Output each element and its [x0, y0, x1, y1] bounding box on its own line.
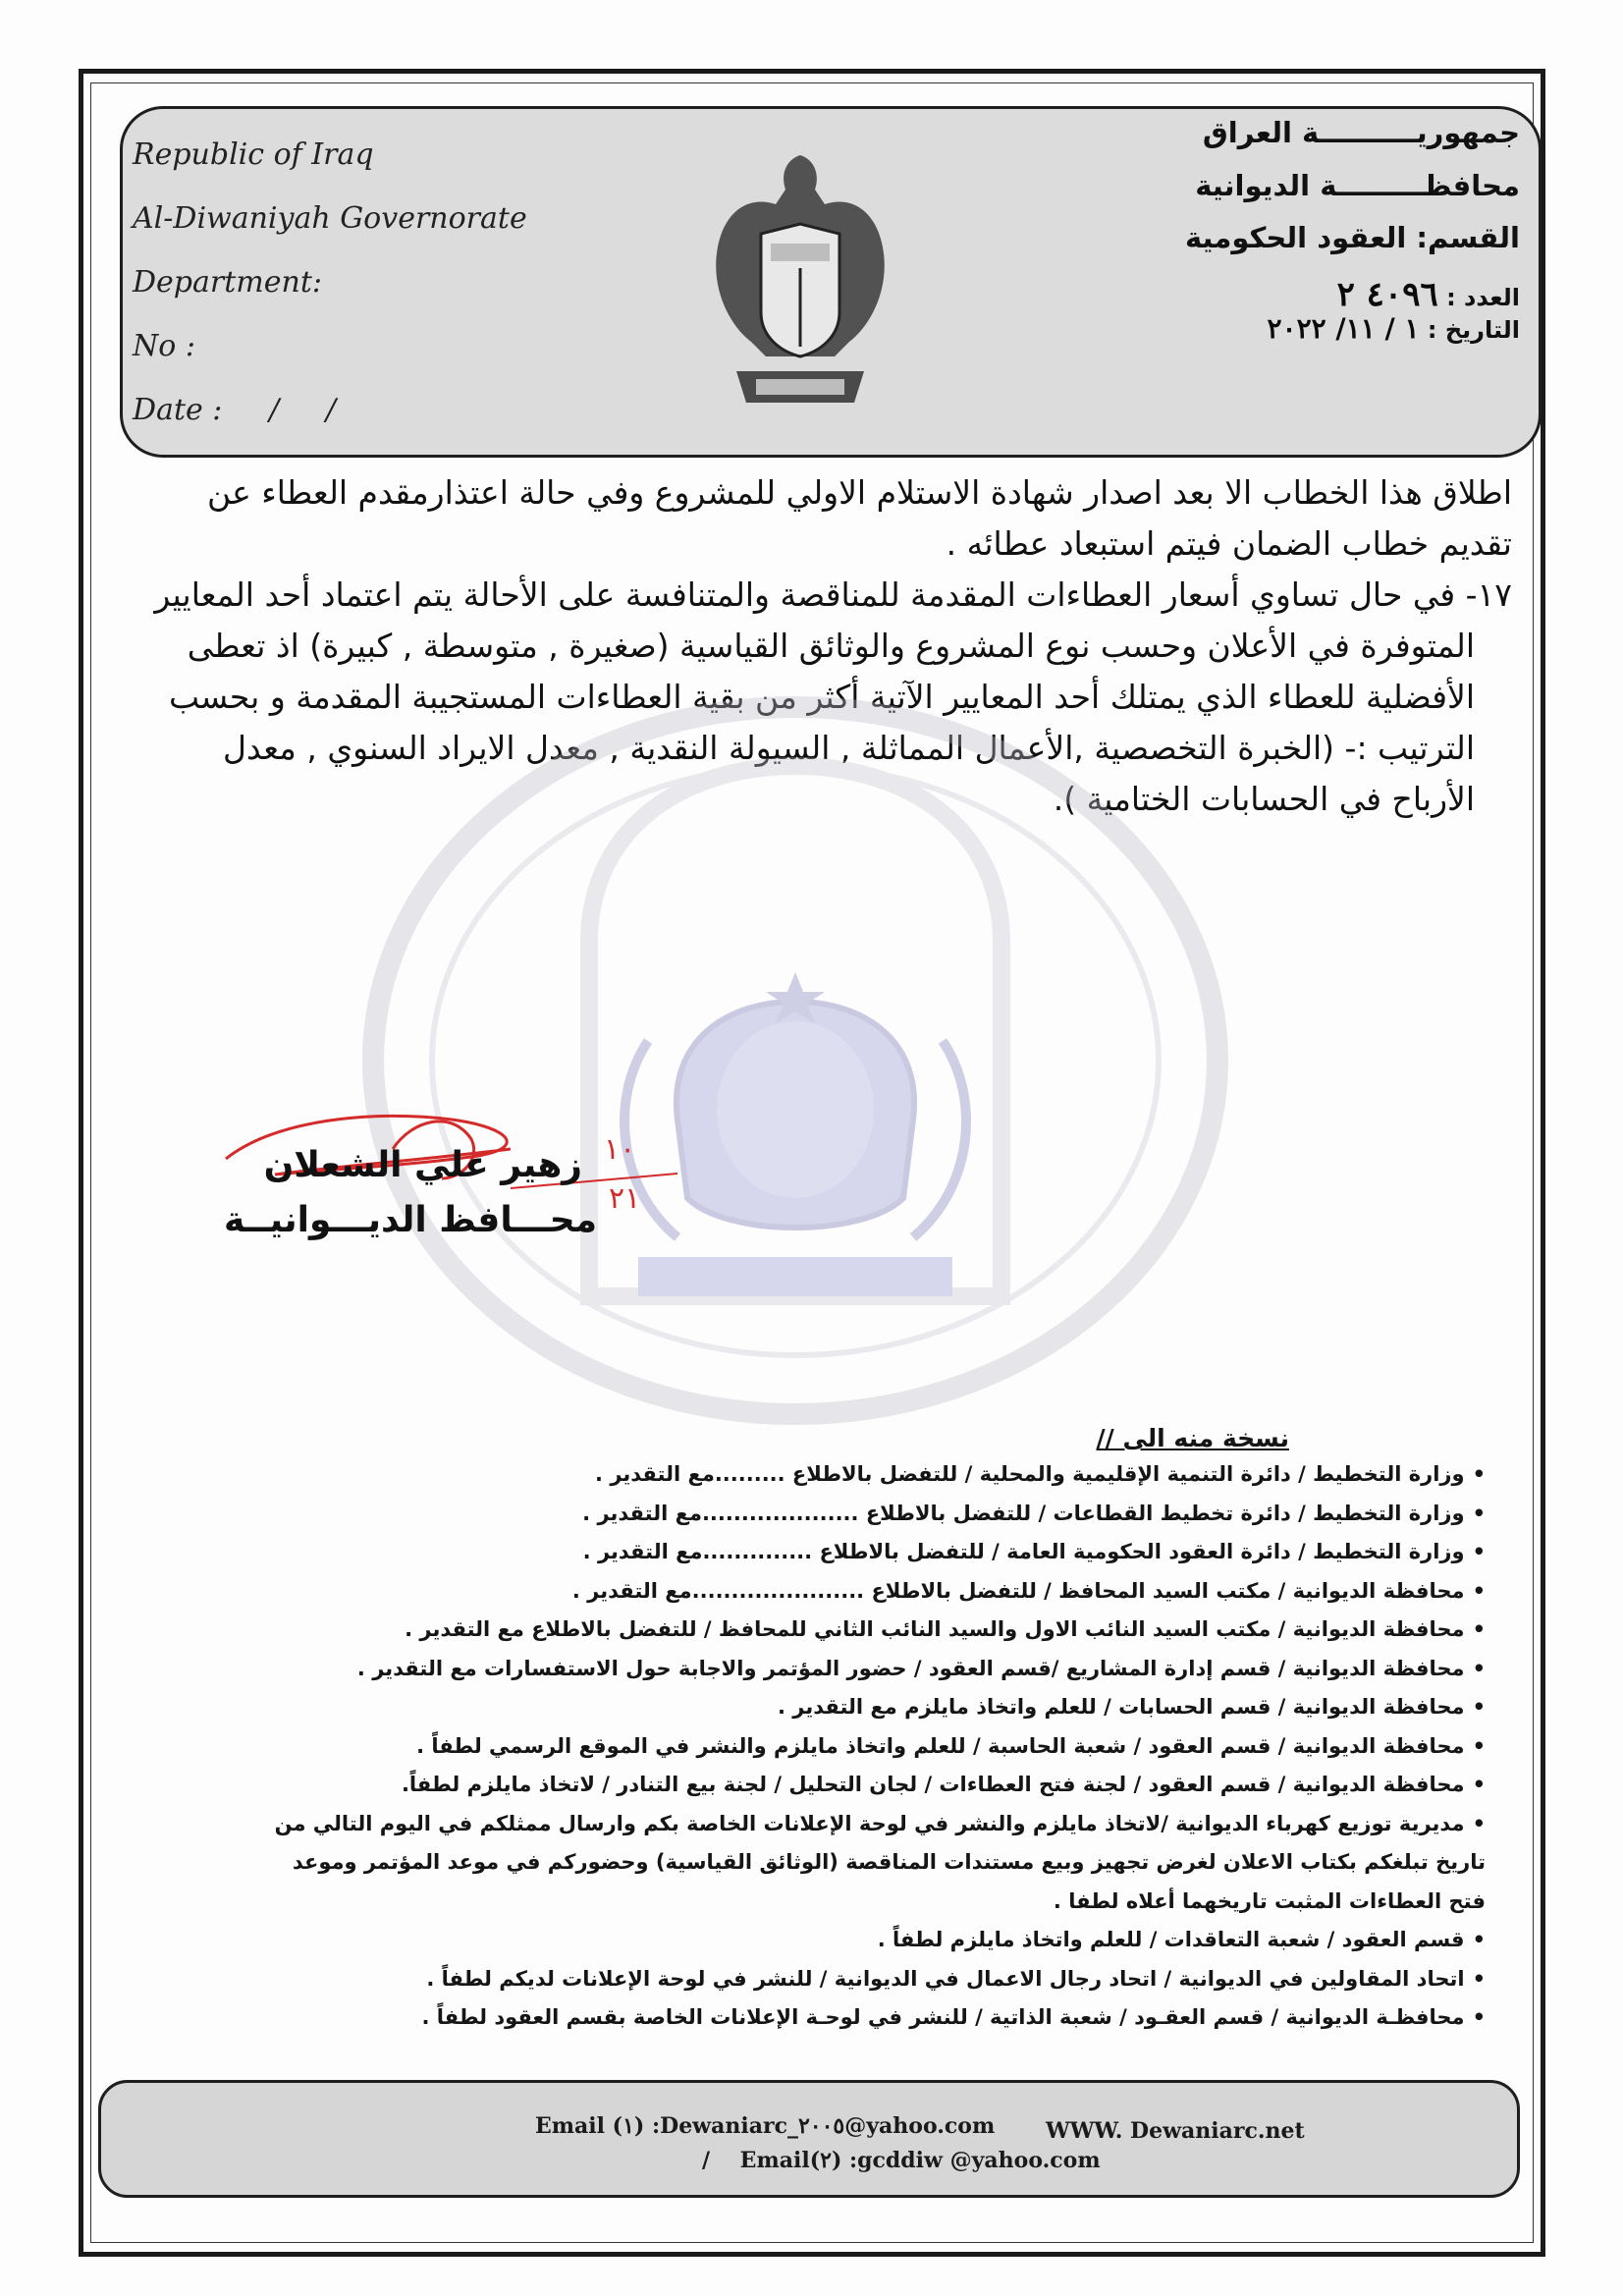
svg-text:١٠: ١٠: [604, 1132, 636, 1167]
copy-recipient: • وزارة التخطيط / دائرة العقود الحكومية العامة / للتفضل بالاطلاع ..............مع التقدير .: [209, 1533, 1486, 1572]
letterhead-number-ar: [1337, 275, 1520, 314]
footer-email-2: / Email(٢) :gcddiw @yahoo.com: [702, 2148, 1101, 2173]
number-label: العدد :: [1446, 284, 1520, 311]
iraq-eagle-emblem: [707, 145, 893, 420]
governor-title: محـــافظ الديـــوانيــة: [224, 1200, 597, 1240]
footer-email-1: Email (١) :Dewaniarc_٢٠٠٥@yahoo.com: [535, 2113, 996, 2139]
body-line: تقديم خطاب الضمان فيتم استبعاد عطائه .: [946, 524, 1512, 563]
copy-recipient: • اتحاد المقاولين في الديوانية / اتحاد رجال الاعمال في الديوانية / للنشر في لوحة الإعلانات لديكم لطفاً .: [209, 1960, 1486, 1999]
footer-website: WWW. Dewaniarc.net: [1046, 2118, 1305, 2144]
letterhead-country-ar: جمهوريــــــــــة العراق: [1202, 116, 1520, 149]
letterhead-department-en: Department:: [133, 265, 322, 300]
letterhead-governorate-ar: محافظـــــــــة الديوانية: [1195, 169, 1520, 202]
governorate-seal-watermark: [353, 687, 1237, 1434]
copy-recipient: • مديرية توزيع كهرباء الديوانية /لاتخاذ مايلزم والنشر في لوحة الإعلانات الخاصة بكم وارسال ممثلكم في اليوم التالي من: [209, 1805, 1486, 1844]
letterhead-date-ar: [1268, 312, 1520, 345]
body-line: اطلاق هذا الخطاب الا بعد اصدار شهادة الاستلام الاولي للمشروع وفي حالة اعتذارمقدم العطاء عن: [206, 473, 1512, 512]
copy-recipient-continuation: تاريخ تبلغكم بكتاب الاعلان لغرض تجهيز وبيع مستندات المناقصة (الوثائق القياسية) وحضوركم في موعد المؤتمر وموعد: [292, 1850, 1486, 1874]
copy-recipient: • قسم العقود / شعبة التعاقدات / للعلم واتخاذ مايلزم لطفاً .: [209, 1921, 1486, 1960]
letterhead-department-ar: القسم: العقود الحكومية: [1184, 221, 1520, 254]
item-17-line: الأفضلية للعطاء الذي يمتلك أحد المعايير الآتية أكثر من بقية العطاءات المستجيبة المقدمة و بحسب: [169, 678, 1475, 716]
copy-recipient: • محافظة الديوانية / قسم إدارة المشاريع /قسم العقود / حضور المؤتمر والاجابة حول الاستفسارات مع التقدير .: [209, 1650, 1486, 1689]
date-label: التاريخ :: [1427, 316, 1520, 344]
date-value: ١ / ١١/ ٢٠٢٢: [1267, 312, 1420, 345]
copy-recipient: • محافظة الديوانية / قسم العقود / لجنة فتح العطاءات / لجان التحليل / لجنة بيع التنادر / لاتخاذ مايلزم لطفاً.: [209, 1766, 1486, 1805]
letterhead-governorate-en: Al-Diwaniyah Governorate: [133, 201, 527, 236]
footer-contact-box: [98, 2080, 1520, 2198]
copy-recipient: • محافظـة الديوانية / قسم العقـود / شعبة الذاتية / للنشر في لوحـة الإعلانات الخاصة بقسم العقود لطفاً .: [209, 1998, 1486, 2038]
copy-recipient: • محافظة الديوانية / مكتب السيد المحافظ / للتفضل بالاطلاع ......................مع التقدير .: [209, 1572, 1486, 1612]
item-17-line: المتوفرة في الأعلان وحسب نوع المشروع والوثائق القياسية (صغيرة , متوسطة , كبيرة) اذ تعطى: [187, 627, 1475, 665]
letterhead-country-en: Republic of Iraq: [133, 137, 374, 172]
copy-recipient: • وزارة التخطيط / دائرة التنمية الإقليمية والمحلية / للتفضل بالاطلاع .........مع التقدير .: [209, 1455, 1486, 1495]
copy-recipient: • محافظة الديوانية / قسم الحسابات / للعلم واتخاذ مايلزم مع التقدير .: [209, 1688, 1486, 1727]
copies-heading: نسخة منه الى //: [1096, 1424, 1289, 1452]
governor-name: زهير علي الشعلان: [263, 1145, 582, 1185]
item-17-line: الأرباح في الحسابات الختامية ).: [1053, 780, 1475, 818]
copy-recipient-continuation: فتح العطاءات المثبت تاريخهما أعلاه لطفا .: [1053, 1888, 1486, 1913]
number-value: ٤٠٩٦ ٢: [1336, 275, 1438, 314]
item-17-line: الترتيب :- (الخبرة التخصصية ,الأعمال المماثلة , السيولة النقدية , معدل الايراد السنوي , معدل: [222, 729, 1475, 767]
svg-text:٢١: ٢١: [609, 1181, 641, 1216]
copy-recipient: • وزارة التخطيط / دائرة تخطيط القطاعات / للتفضل بالاطلاع ....................مع التقدير .: [209, 1495, 1486, 1534]
letterhead-date-en: Date : / /: [133, 393, 336, 427]
item-17-line: ١٧- في حال تساوي أسعار العطاءات المقدمة للمناقصة والمتنافسة على الأحالة يتم اعتماد أحد المعايير: [154, 575, 1512, 614]
copy-recipient: • محافظة الديوانية / مكتب السيد النائب الاول والسيد النائب الثاني للمحافظ / للتفضل بالاطلاع مع التقدير .: [209, 1611, 1486, 1650]
copy-recipient: • محافظة الديوانية / قسم العقود / شعبة الحاسبة / للعلم واتخاذ مايلزم والنشر في الموقع الرسمي لطفاً .: [209, 1727, 1486, 1767]
copies-list: [209, 1455, 1486, 2038]
letterhead-number-en: No :: [133, 329, 195, 363]
